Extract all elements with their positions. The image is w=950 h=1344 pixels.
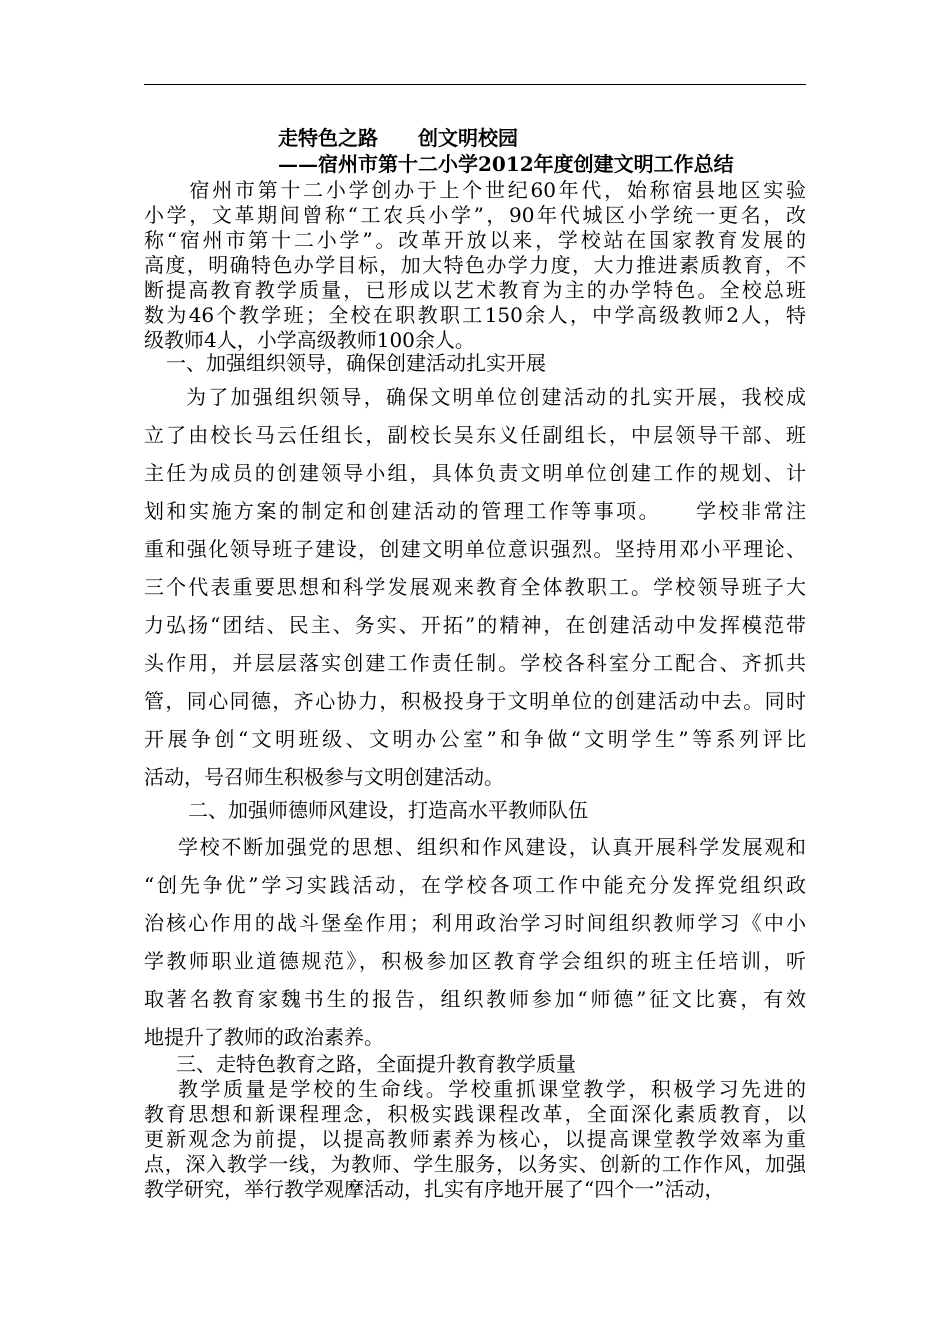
section-1-line: 头作用，并层层落实创建工作责任制。学校各科室分工配合、齐抓共 [144, 651, 806, 675]
header-rule [144, 84, 806, 85]
intro-line: 称“宿州市第十二小学”。改革开放以来，学校站在国家教育发展的 [144, 228, 806, 252]
section-3-line: 教育思想和新课程理念，积极实践课程改革，全面深化素质教育，以 [144, 1102, 806, 1126]
section-3-line: 教学研究，举行教学观摩活动，扎实有序地开展了“四个一”活动， [144, 1177, 725, 1201]
intro-line: 宿州市第十二小学创办于上个世纪60年代，始称宿县地区实验 [144, 178, 806, 202]
intro-line: 数为46个教学班；全校在职教职工150余人，中学高级教师2人，特 [144, 303, 806, 327]
section-2-line: 治核心作用的战斗堡垒作用；利用政治学习时间组织教师学习《中小 [144, 911, 806, 935]
section-3-line: 更新观念为前提，以提高教师素养为核心，以提高课堂教学效率为重 [144, 1127, 806, 1151]
intro-line: 级教师4人，小学高级教师100余人。 [144, 328, 475, 352]
intro-line: 小学，文革期间曾称“工农兵小学”，90年代城区小学统一更名，改 [144, 203, 806, 227]
section-1-line: 重和强化领导班子建设，创建文明单位意识强烈。坚持用邓小平理论、 [144, 537, 806, 561]
section-2-line: 学校不断加强党的思想、组织和作风建设，认真开展科学发展观和 [178, 835, 806, 859]
section-1-line: 管，同心同德，齐心协力，积极投身于文明单位的创建活动中去。同时 [144, 689, 806, 713]
section-1-line: 主任为成员的创建领导小组，具体负责文明单位创建工作的规划、计 [144, 461, 806, 485]
intro-line: 高度，明确特色办学目标，加大特色办学力度，大力推进素质教育，不 [144, 253, 806, 277]
section-2-line: 地提升了教师的政治素养。 [144, 1025, 384, 1049]
section-2-line: “创先争优”学习实践活动，在学校各项工作中能充分发挥党组织政 [144, 873, 806, 897]
section-1-line: 划和实施方案的制定和创建活动的管理工作等事项。 学校非常注 [144, 499, 806, 523]
section-heading-1: 一、加强组织领导，确保创建活动扎实开展 [166, 351, 546, 375]
section-heading-3: 三、走特色教育之路，全面提升教育教学质量 [176, 1052, 576, 1076]
section-2-line: 学教师职业道德规范》，积极参加区教育学会组织的班主任培训，听 [144, 949, 806, 973]
document-title: 走特色之路 创文明校园 [278, 126, 518, 150]
section-1-line: 活动，号召师生积极参与文明创建活动。 [144, 765, 504, 789]
section-1-line: 三个代表重要思想和科学发展观来教育全体教职工。学校领导班子大 [144, 575, 806, 599]
section-1-line: 开展争创“文明班级、文明办公室”和争做“文明学生”等系列评比 [144, 727, 806, 751]
document-subtitle: ——宿州市第十二小学2012年度创建文明工作总结 [278, 152, 734, 176]
section-1-line: 立了由校长马云任组长，副校长吴东义任副组长，中层领导干部、班 [144, 423, 806, 447]
intro-line: 断提高教育教学质量，已形成以艺术教育为主的办学特色。全校总班 [144, 278, 806, 302]
section-1-line: 力弘扬“团结、民主、务实、开拓”的精神，在创建活动中发挥模范带 [144, 613, 806, 637]
section-3-line: 点，深入教学一线，为教师、学生服务，以务实、创新的工作作风，加强 [144, 1152, 806, 1176]
section-heading-2: 二、加强师德师风建设，打造高水平教师队伍 [188, 798, 588, 822]
section-3-line: 教学质量是学校的生命线。学校重抓课堂教学，积极学习先进的 [178, 1077, 806, 1101]
section-1-line: 为了加强组织领导，确保文明单位创建活动的扎实开展，我校成 [186, 385, 806, 409]
section-2-line: 取著名教育家魏书生的报告，组织教师参加“师德”征文比赛，有效 [144, 987, 806, 1011]
